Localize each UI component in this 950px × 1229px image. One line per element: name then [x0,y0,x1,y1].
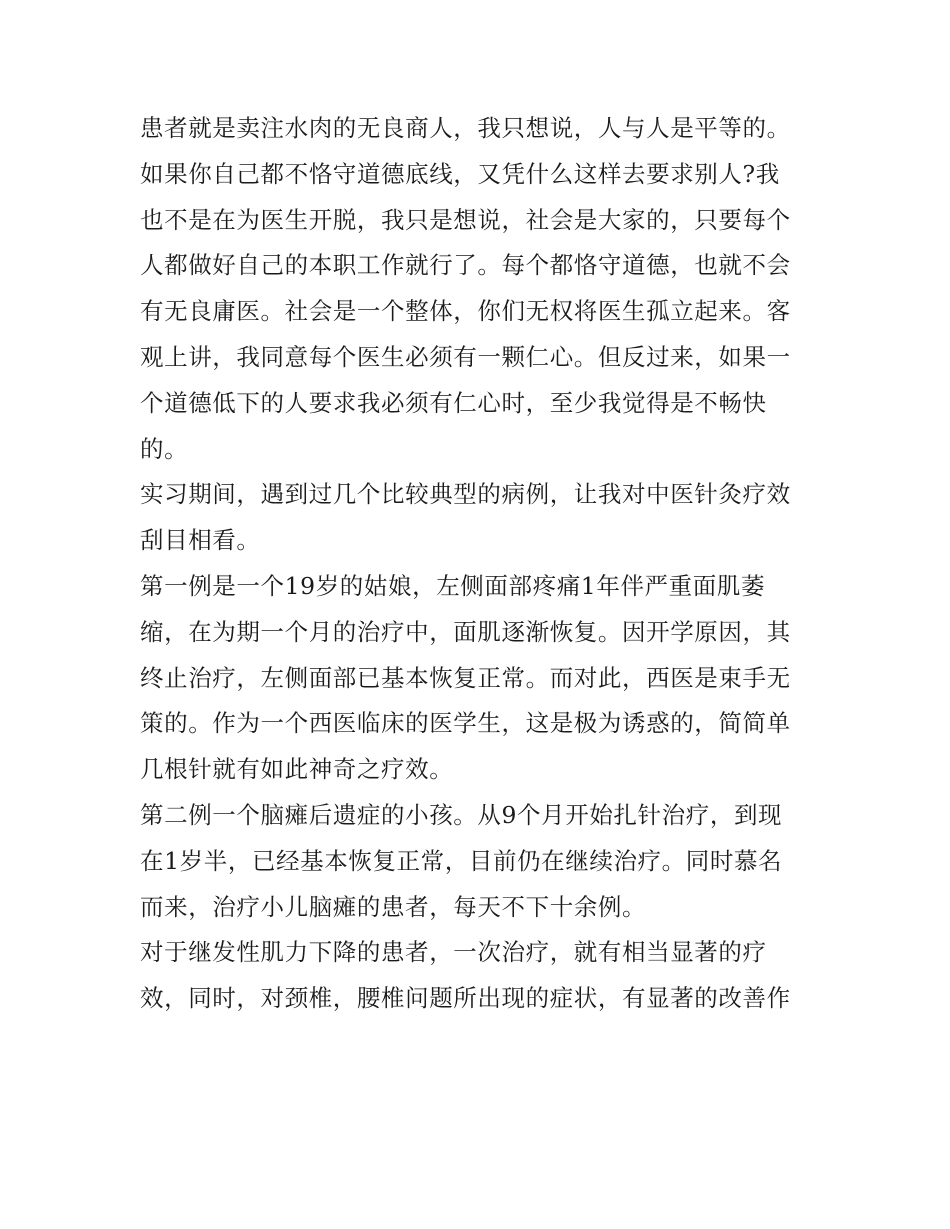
text-line: 终止治疗，左侧面部已基本恢复正常。而对此，西医是束手无 [140,663,791,692]
text-line: 效，同时，对颈椎，腰椎问题所出现的症状，有显著的改善作 [140,984,791,1013]
text-line: 有无良庸医。社会是一个整体，你们无权将医生孤立起来。客 [140,297,791,326]
text-line: 个道德低下的人要求我必须有仁心时，至少我觉得是不畅快 [140,388,767,417]
text-line: 的。 [140,434,189,463]
text-line: 策的。作为一个西医临床的医学生，这是极为诱惑的，简简单 [140,709,791,738]
text-line: 如果你自己都不恪守道德底线，又凭什么这样去要求别人?我 [140,159,780,188]
text-line: 缩，在为期一个月的治疗中，面肌逐渐恢复。因开学原因，其 [140,617,791,646]
text-line: 在1岁半，已经基本恢复正常，目前仍在继续治疗。同时慕名 [140,846,783,875]
text-line: 人都做好自己的本职工作就行了。每个都恪守道德，也就不会 [140,251,791,280]
text-line: 患者就是卖注水肉的无良商人，我只想说，人与人是平等的。 [140,114,791,142]
text-line: 也不是在为医生开脱，我只是想说，社会是大家的，只要每个 [140,205,791,234]
text-line: 几根针就有如此神奇之疗效。 [140,755,454,784]
text-line: 对于继发性肌力下降的患者，一次治疗，就有相当显著的疗 [140,938,767,967]
body-text [140,106,815,1022]
text-line: 实习期间，遇到过几个比较典型的病例，让我对中医针灸疗效 [140,480,791,509]
text-line: 第一例是一个19岁的姑娘，左侧面部疼痛1年伴严重面肌萎 [140,571,766,600]
text-line: 第二例一个脑瘫后遗症的小孩。从9个月开始扎针治疗，到现 [140,800,783,829]
text-line: 而来，治疗小儿脑瘫的患者，每天不下十余例。 [140,892,647,921]
text-line: 刮目相看。 [140,526,261,555]
text-line: 观上讲，我同意每个医生必须有一颗仁心。但反过来，如果一 [140,342,791,371]
